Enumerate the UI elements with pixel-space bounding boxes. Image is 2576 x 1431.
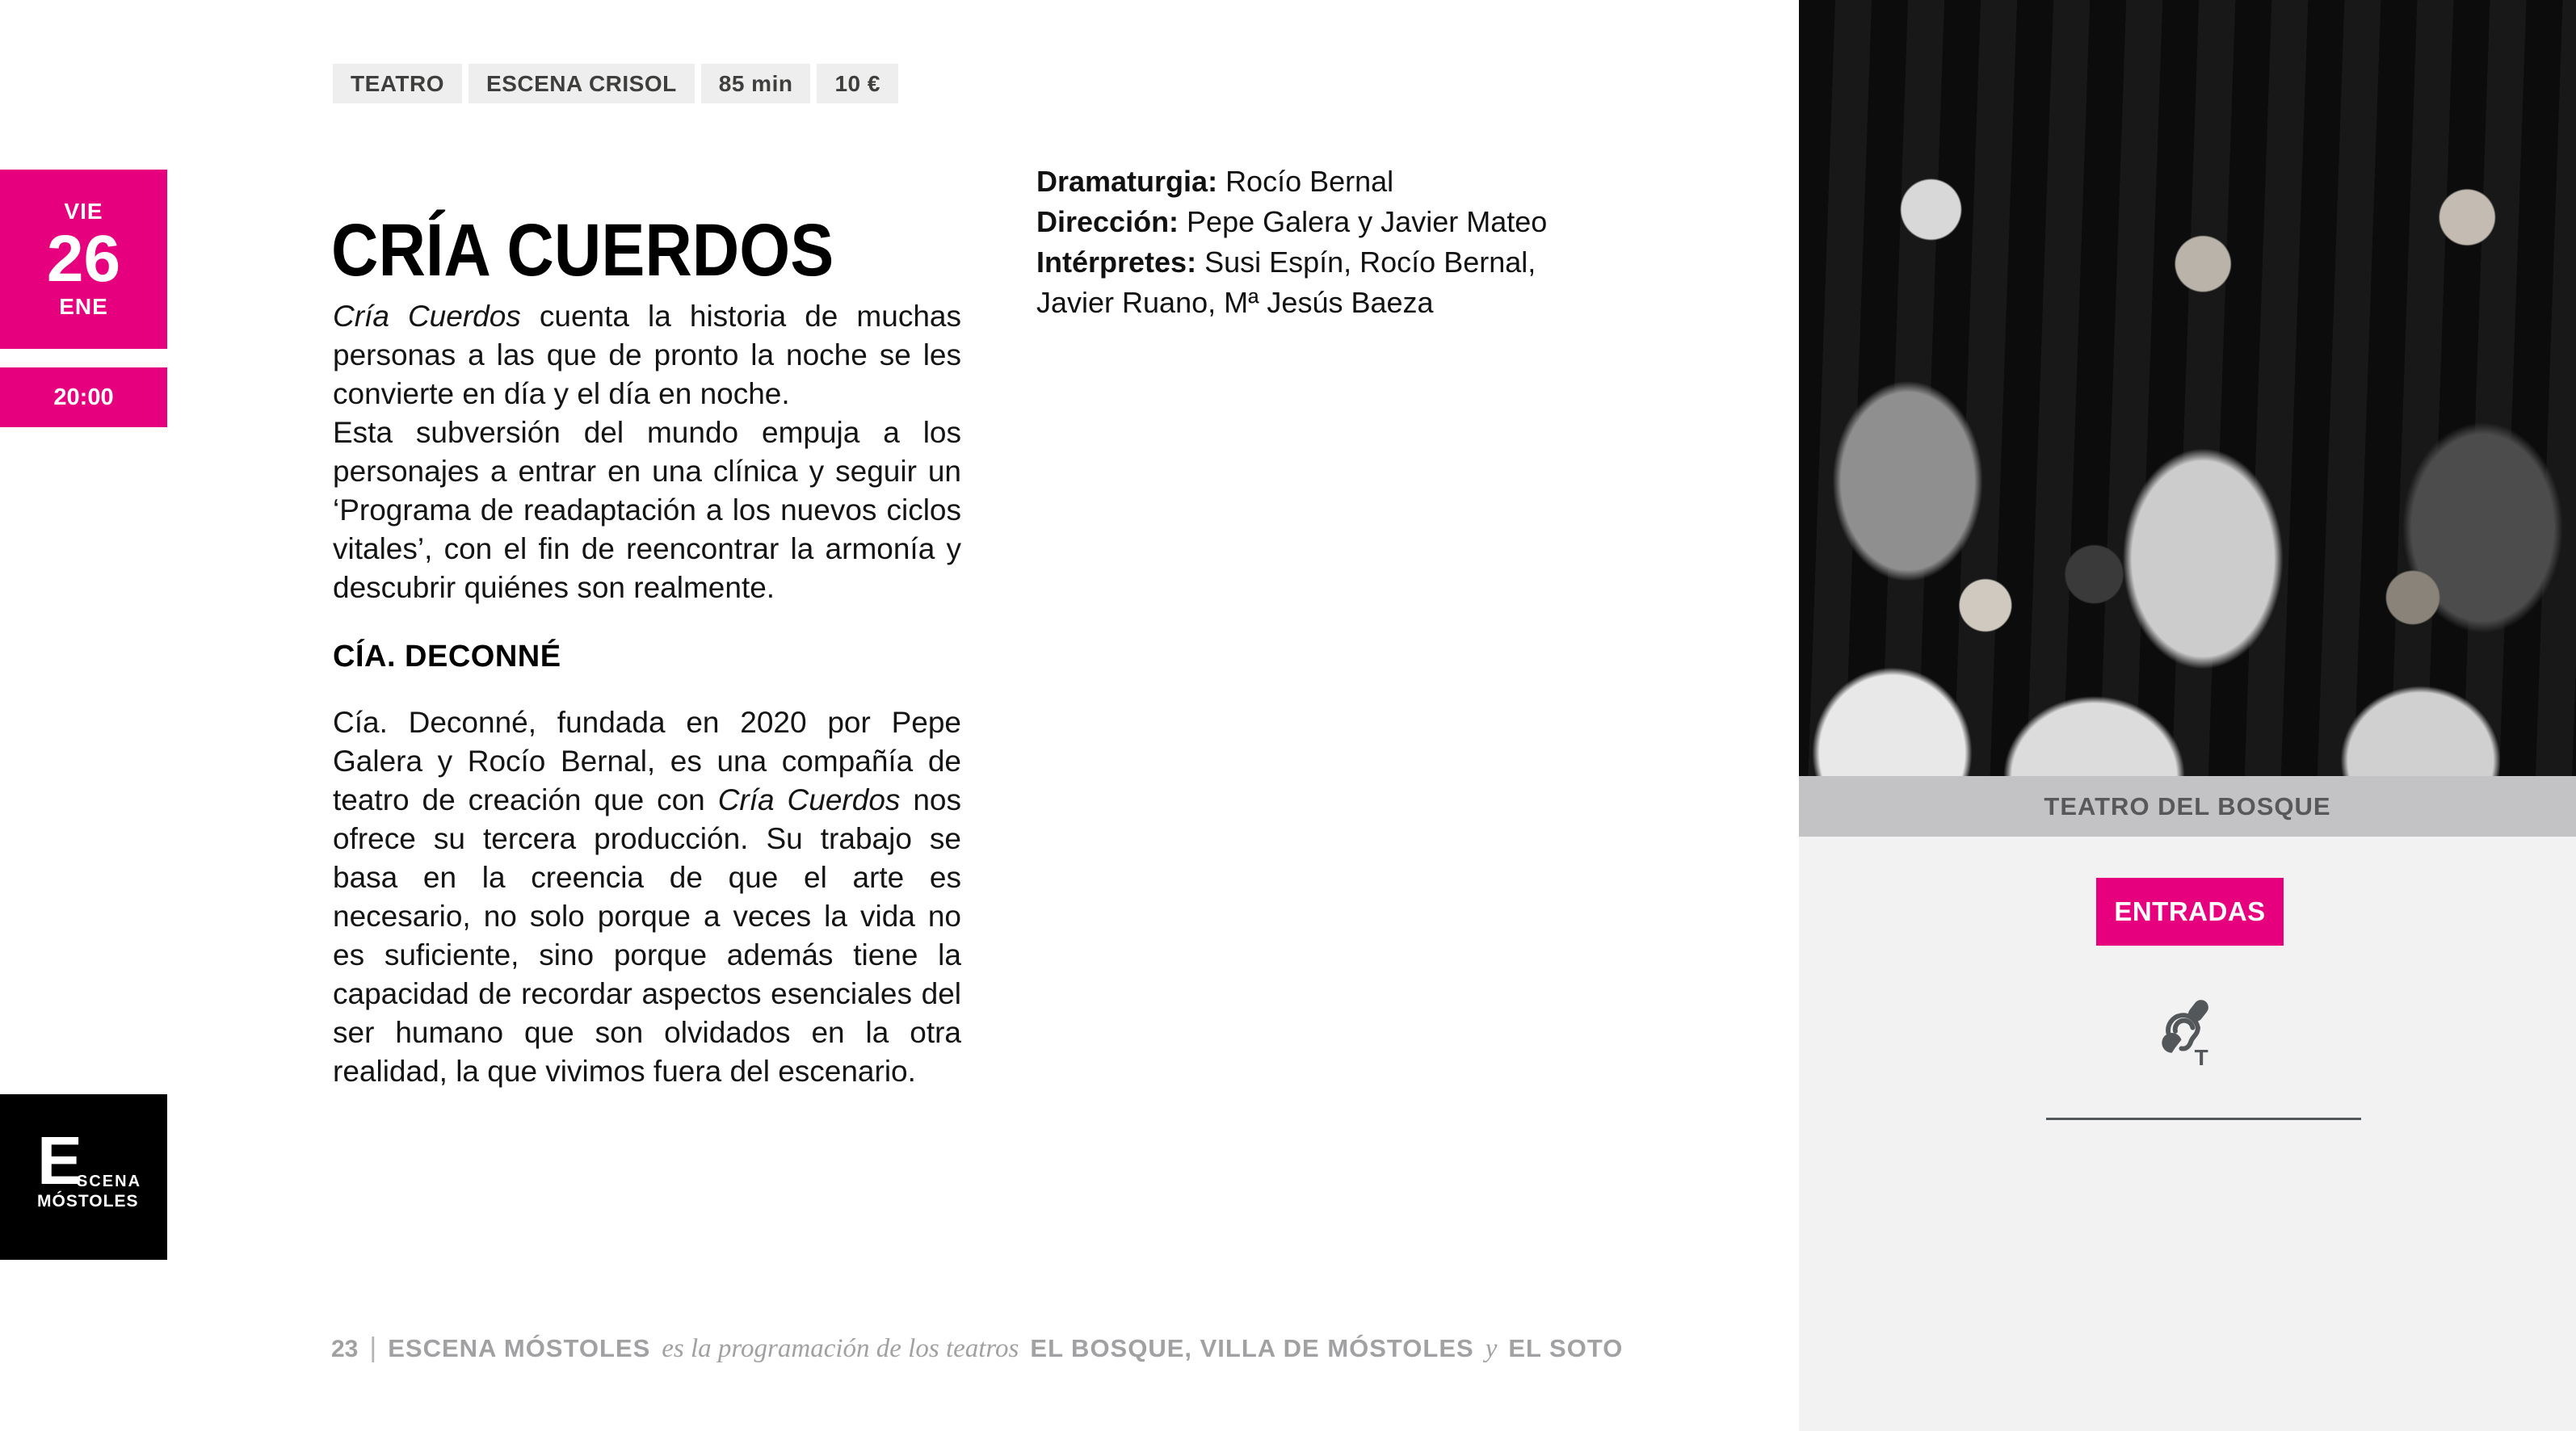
escena-mostoles-logo <box>0 1094 167 1260</box>
company-text-after: nos ofrece su tercera producción. Su trabajo se basa en la creencia de que el arte es necesario, no solo porque a veces la vida no es suficiente, sino porque además tiene la capacidad de recordar aspectos esenciales del ser humano que son olvidados en la otra realidad, la que vivimos fuera del escenario. <box>333 783 961 1088</box>
synopsis-column <box>333 297 961 1091</box>
synopsis-paragraph-2: Esta subversión del mundo empuja a los personajes a entrar en una clínica y seguir un ‘Programa de readaptación a los nuevos ciclos vitales’, con el fin de reencontrar la armonía y descubrir quiénes son realmente. <box>333 416 961 604</box>
tcoil-letter: T <box>2194 1044 2208 1068</box>
tag-duration: 85 min <box>701 64 811 103</box>
synopsis-lead-rest: cuenta la historia de muchas personas a las que de pronto la noche se les convierte en día y el día en noche. <box>333 300 961 410</box>
company-heading: CÍA. DECONNÉ <box>333 640 561 674</box>
company-photo <box>1799 0 2576 776</box>
footer-conjunction: y <box>1485 1334 1498 1363</box>
show-name-italic-2: Cría Cuerdos <box>717 783 901 816</box>
tag-row <box>333 64 898 103</box>
credit-value-interpretes: Susi Espín, Rocío Bernal, Javier Ruano, Mª Jesús Baeza <box>1036 245 1536 319</box>
logo-mostoles-text: MÓSTOLES <box>37 1192 139 1211</box>
footer-tagline: es la programación de los teatros <box>662 1334 1019 1363</box>
footer-separator: | <box>369 1332 377 1363</box>
page-title: CRÍA CUERDOS <box>331 208 834 292</box>
company-text-before: Cía. Deconné, fundada en 2020 por Pepe Galera y Rocío Bernal, es una compañía de teatro de creación que con <box>333 706 961 816</box>
page-number: 23 <box>331 1336 359 1362</box>
logo-scena-text: SCENA <box>77 1173 142 1190</box>
credit-label-interpretes: Intérpretes: <box>1036 245 1197 279</box>
credit-value-direccion: Pepe Galera y Javier Mateo <box>1187 205 1548 238</box>
synopsis-paragraph-1 <box>333 297 961 413</box>
event-time: 20:00 <box>53 384 114 410</box>
event-time-badge <box>0 367 167 427</box>
footer-venues: EL BOSQUE, VILLA DE MÓSTOLES <box>1030 1334 1474 1362</box>
tag-price: 10 € <box>817 64 898 103</box>
credits-block <box>1036 162 1618 323</box>
venue-panel <box>1799 0 2576 1431</box>
credit-value-dramaturgia: Rocío Bernal <box>1225 165 1394 198</box>
tag-program: ESCENA CRISOL <box>469 64 695 103</box>
entradas-button[interactable]: ENTRADAS <box>2096 878 2284 946</box>
credit-label-dramaturgia: Dramaturgia: <box>1036 165 1218 198</box>
logo-initial: E <box>37 1123 83 1198</box>
footer-last-venue: EL SOTO <box>1508 1334 1624 1362</box>
credit-label-direccion: Dirección: <box>1036 205 1179 238</box>
hearing-loop-icon <box>2159 998 2216 1068</box>
event-month: ENE <box>59 293 108 319</box>
venue-caption-bar <box>1799 776 2576 837</box>
page-footer <box>331 1332 1623 1364</box>
event-date-badge <box>0 170 167 349</box>
company-paragraph <box>333 703 961 1091</box>
venue-name: TEATRO DEL BOSQUE <box>2044 791 2331 820</box>
event-day: 26 <box>46 222 121 296</box>
tag-genre: TEATRO <box>333 64 462 103</box>
show-name-italic: Cría Cuerdos <box>333 300 521 333</box>
event-weekday: VIE <box>64 199 103 225</box>
divider-line <box>2046 1118 2361 1120</box>
footer-brand: ESCENA MÓSTOLES <box>388 1334 651 1362</box>
